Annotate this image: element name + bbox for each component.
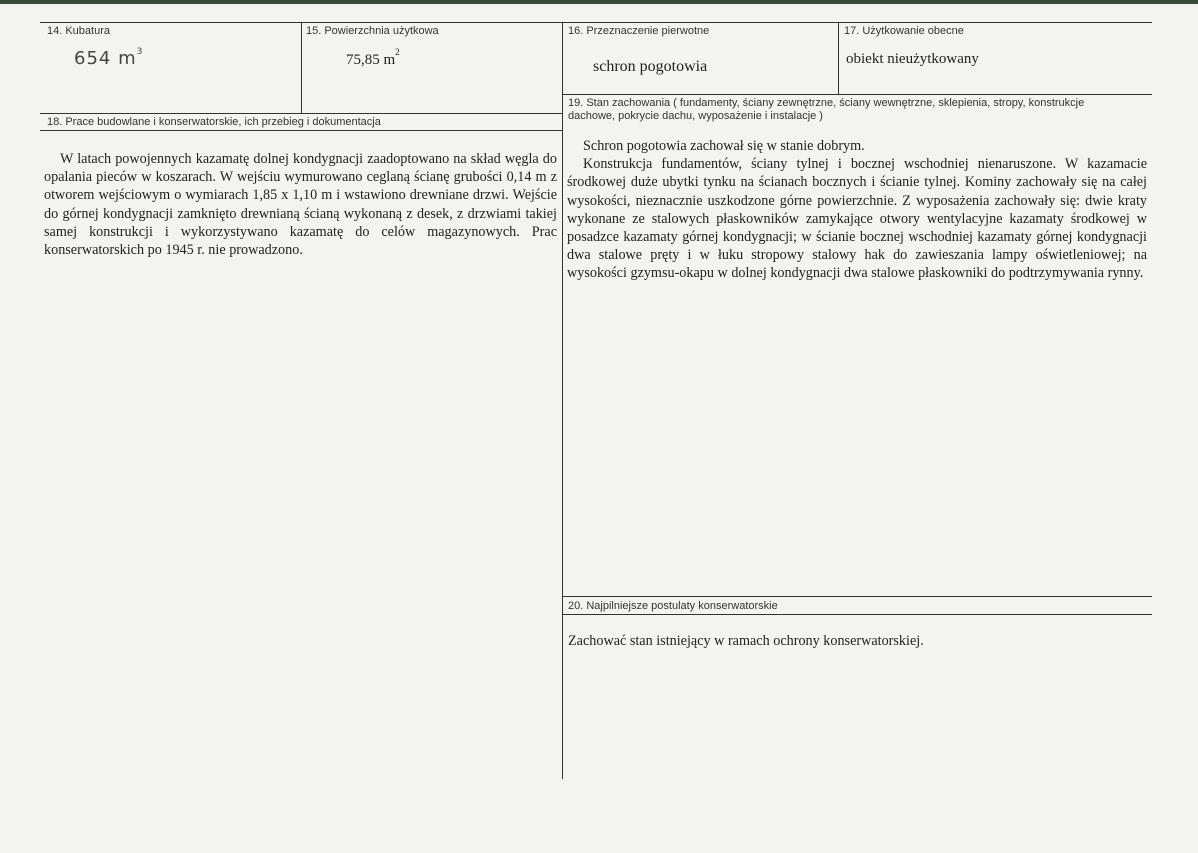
field16-label: 16. Przeznaczenie pierwotne — [568, 25, 710, 37]
field17-label: 17. Użytkowanie obecne — [844, 25, 964, 37]
top-edge — [0, 0, 1198, 4]
field15-exponent: 2 — [395, 47, 400, 57]
rule-above-19 — [562, 94, 1152, 95]
field15-number: 75,85 m — [346, 52, 396, 68]
field17-value: obiekt nieużytkowany — [846, 51, 979, 67]
rule-above-20 — [562, 596, 1152, 597]
field19-text — [567, 137, 1147, 283]
divider-16-17 — [838, 22, 839, 94]
field19-paragraph-1: Schron pogotowia zachował się w stanie dobrym. — [583, 138, 865, 154]
divider-center — [562, 22, 563, 779]
field14-exponent: 3 — [136, 47, 144, 57]
field20-text: Zachować stan istniejący w ramach ochrony konserwatorskiej. — [568, 633, 924, 649]
field14-value — [74, 48, 143, 69]
field20-label: 20. Najpilniejsze postulaty konserwatorskie — [568, 600, 778, 612]
field14-number: 654 — [74, 48, 112, 69]
rule-below-18-label — [40, 130, 562, 131]
field19-label: 19. Stan zachowania ( fundamenty, ściany zewnętrzne, ściany wewnętrzne, sklepienia, stropy, konstrukcje dachowe, pokrycie dachu, wyposażenie i instalacje ) — [568, 97, 1085, 122]
divider-14-15 — [301, 22, 302, 113]
rule-above-18 — [40, 113, 562, 114]
field19-paragraph-2: Konstrukcja fundamentów, ściany tylnej i bocznej wschodniej nienaruszone. W kazamacie środkowej duże ubytki tynku na ścianach bocznych i ścianie tylnej. Kominy zachowały się na całej wysokości, nieznacznie uszkodzone górne powierzchnie. Z wyposażenia zachowały się: dwie kraty wykonane ze stalowych płaskowników zamykające otwory wentylacyjne kazamaty środkowej w posadzce kazamaty górnej kondygnacji; w ścianie bocznej wschodniej kazamaty górnej kondygnacji dwa stalowe pręty i w łuku stropowy stalowy hak do zawieszania lampy oświetleniowej; na wysokości gzymsu-okapu w dolnej kondygnacji dwa stalowe płaskowniki do podtrzymywania rynny. — [567, 156, 1147, 282]
field18-paragraph: W latach powojennych kazamatę dolnej kondygnacji zaadoptowano na skład węgla do opalania pieców w koszarach. W wejściu wymurowano ceglaną ścianę grubości 0,14 m z otworem wejściowym o wymiarach 1,85 x 1,10 m i wstawiono drewniane drzwi. Wejście do górnej kondygnacji zamknięto drewnianą ścianą wykonaną z desek, z drzwiami takiej samej konstrukcji i wykorzystywano kazamatę do celów magazynowych. Prac konserwatorskich po 1945 r. nie prowadzono. — [44, 151, 557, 259]
field15-label: 15. Powierzchnia użytkowa — [306, 25, 439, 37]
field18-label: 18. Prace budowlane i konserwatorskie, ich przebieg i dokumentacja — [47, 116, 381, 128]
field14-label: 14. Kubatura — [47, 25, 110, 37]
top-rule — [40, 22, 1152, 23]
rule-below-20-label — [562, 614, 1152, 615]
field14-unit: m — [118, 48, 137, 69]
field18-text — [44, 150, 557, 259]
field16-value: schron pogotowia — [593, 58, 708, 75]
field15-value — [346, 47, 400, 69]
